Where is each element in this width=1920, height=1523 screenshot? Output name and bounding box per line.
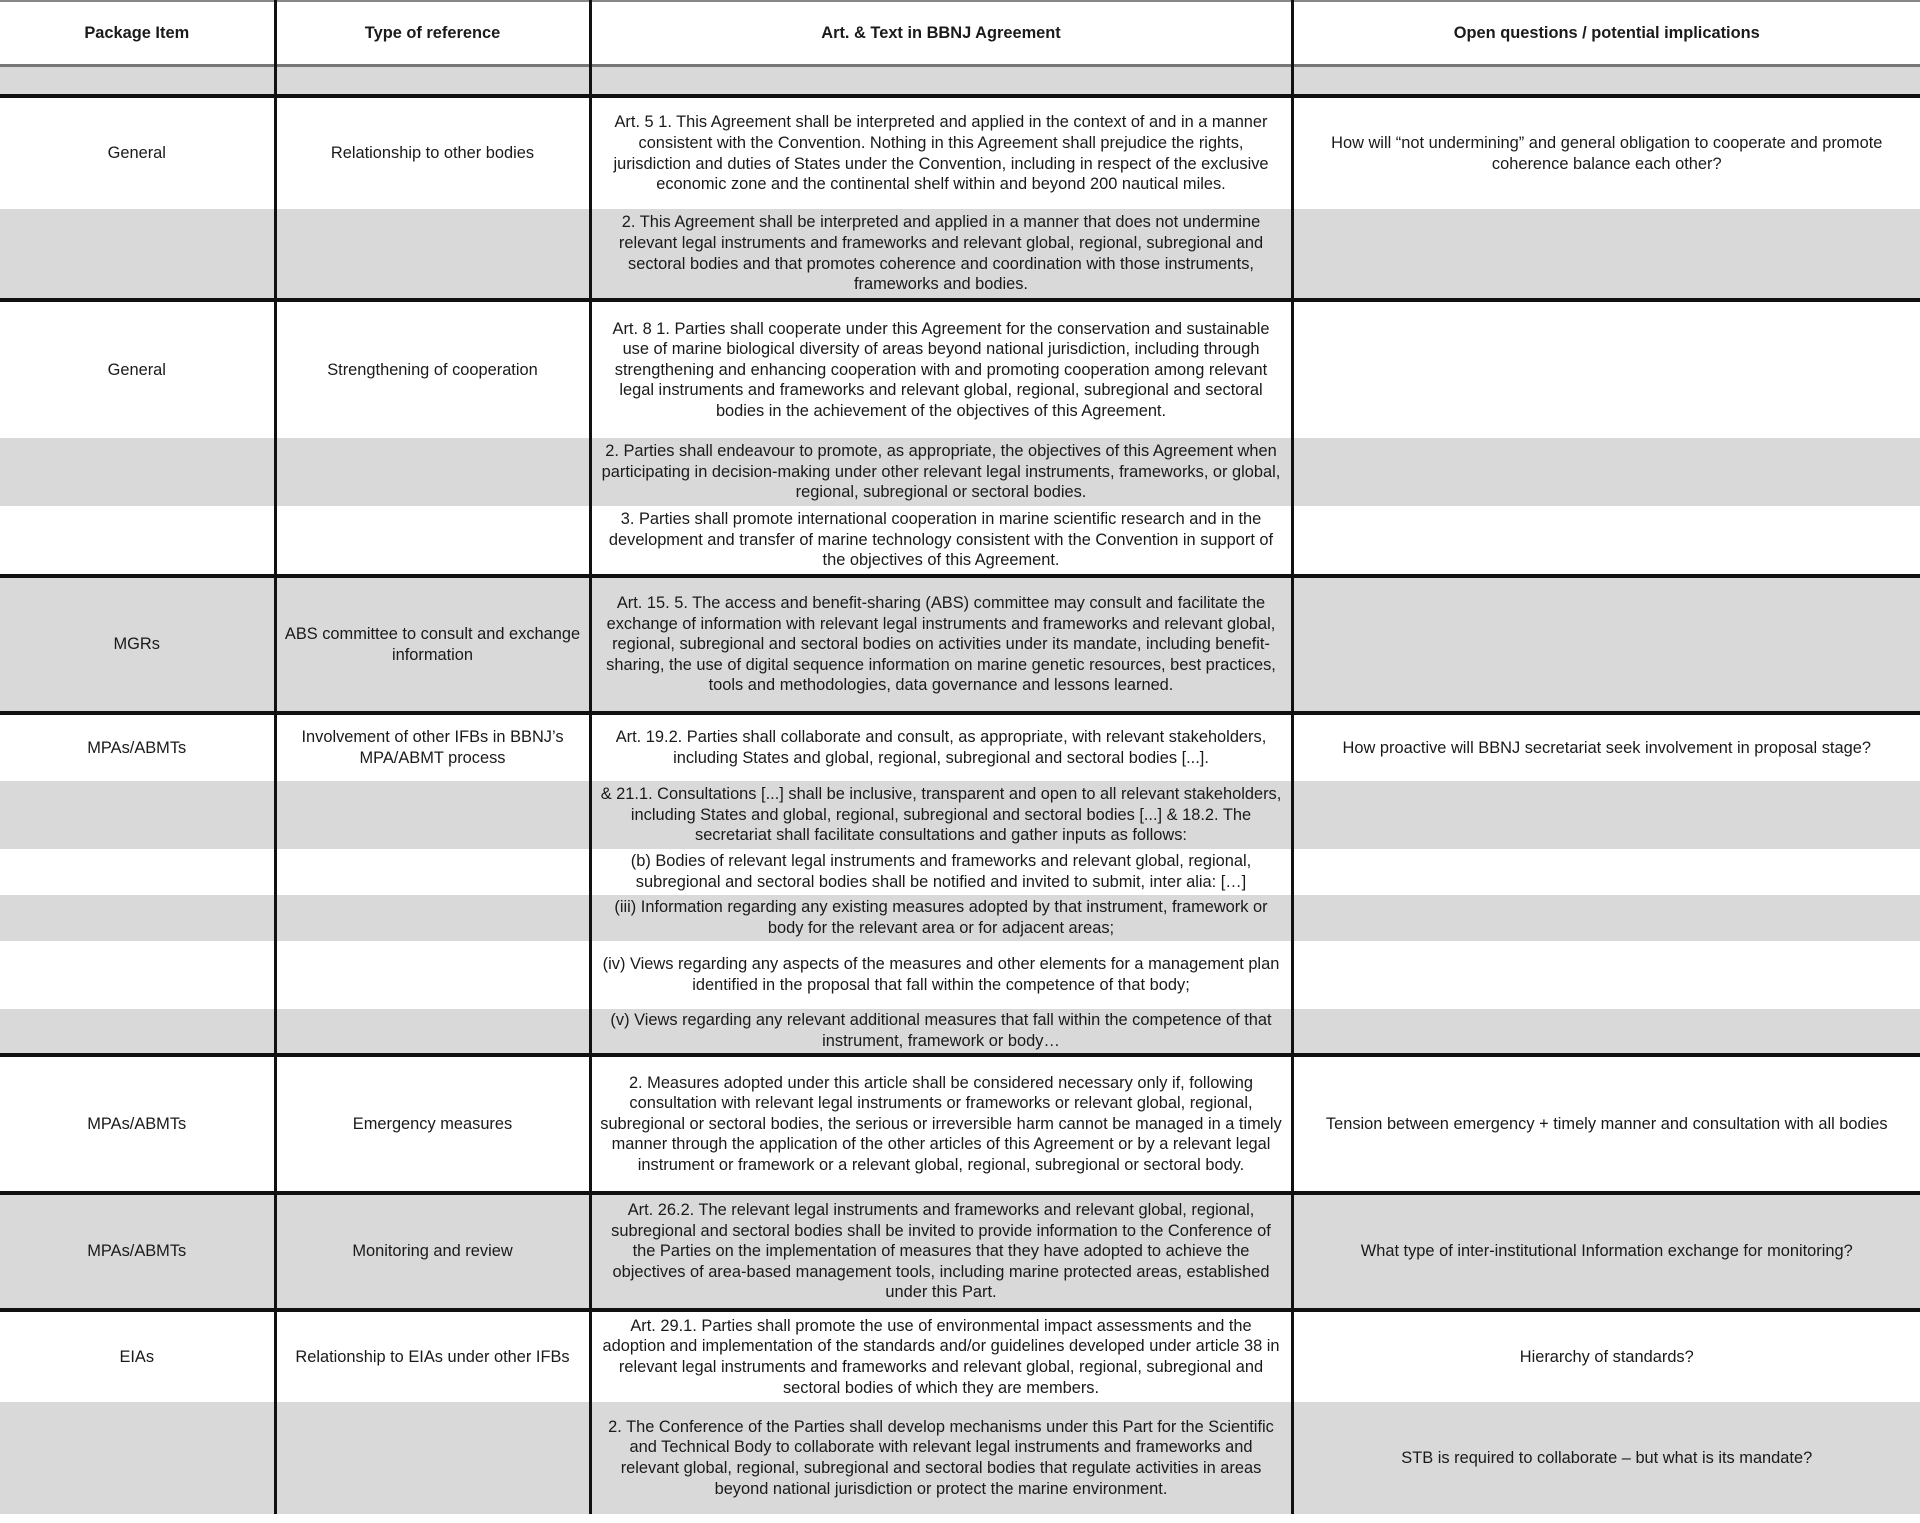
type-of-reference-cell: Relationship to EIAs under other IFBs [275, 1310, 590, 1402]
type-of-reference-cell [275, 941, 590, 1009]
article-text-cell: Art. 5 1. This Agreement shall be interpreted and applied in the context of and in a manner consistent with the Convention. Nothing in this Agreement shall prejudice the rights, jurisdiction and duties of States under the Convention, including in respect of the exclusive economic zone and the continental shelf within and beyond 200 nautical miles. [590, 96, 1292, 209]
package-item-cell [0, 941, 275, 1009]
package-item-cell: MPAs/ABMTs [0, 713, 275, 781]
article-text-cell: 2. The Conference of the Parties shall develop mechanisms under this Part for the Scientific and Technical Body to collaborate with relevant legal instruments and frameworks and relevant global, regional, subregional and sectoral bodies that regulate activities in areas beyond national jurisdiction or protect the marine environment. [590, 1402, 1292, 1514]
package-item-cell: General [0, 96, 275, 209]
article-text-cell: 2. Parties shall endeavour to promote, as appropriate, the objectives of this Agreement when participating in decision-making under other relevant legal instruments, frameworks, or global, regional, subregional or sectoral bodies. [590, 438, 1292, 506]
table-row [0, 438, 1920, 506]
spacer-cell [0, 66, 275, 97]
header-row [0, 1, 1920, 66]
article-text-cell: (v) Views regarding any relevant additional measures that fall within the competence of that instrument, framework or body… [590, 1009, 1292, 1055]
open-question-cell [1292, 941, 1920, 1009]
package-item-cell [0, 849, 275, 895]
spacer-cell [590, 66, 1292, 97]
article-text-cell: 3. Parties shall promote international cooperation in marine scientific research and in the development and transfer of marine technology consistent with the Convention in support of the objectives of this Agreement. [590, 506, 1292, 576]
open-question-cell: How will “not undermining” and general obligation to cooperate and promote coherence balance each other? [1292, 96, 1920, 209]
package-item-cell [0, 1009, 275, 1055]
type-of-reference-cell [275, 895, 590, 941]
table-row [0, 1310, 1920, 1402]
article-text-cell: 2. This Agreement shall be interpreted and applied in a manner that does not undermine relevant legal instruments and frameworks and relevant global, regional, subregional and sectoral bodies and that promotes coherence and coordination with those instruments, frameworks and bodies. [590, 209, 1292, 300]
spacer-row [0, 66, 1920, 97]
table-row [0, 506, 1920, 576]
type-of-reference-cell: Monitoring and review [275, 1193, 590, 1310]
open-question-cell [1292, 1009, 1920, 1055]
open-question-cell [1292, 506, 1920, 576]
table-row [0, 576, 1920, 713]
header-package-item: Package Item [0, 1, 275, 66]
article-text-cell: 2. Measures adopted under this article shall be considered necessary only if, following consultation with relevant legal instruments or frameworks or relevant global, regional, subregional or sectoral bodies, the serious or irreversible harm cannot be managed in a timely manner through the application of the other articles of this Agreement or by a relevant legal instrument or framework or a relevant global, regional, subregional or sectoral body. [590, 1055, 1292, 1193]
package-item-cell [0, 209, 275, 300]
table-row [0, 1193, 1920, 1310]
article-text-cell: & 21.1. Consultations [...] shall be inclusive, transparent and open to all relevant stakeholders, including States and global, regional, subregional and sectoral bodies [...] & 18.2. The secretariat shall facilitate consultations and gather inputs as follows: [590, 781, 1292, 849]
open-question-cell [1292, 849, 1920, 895]
package-item-cell [0, 895, 275, 941]
type-of-reference-cell [275, 1402, 590, 1514]
type-of-reference-cell [275, 209, 590, 300]
header-type-of-reference: Type of reference [275, 1, 590, 66]
article-text-cell: Art. 26.2. The relevant legal instruments and frameworks and relevant global, regional, subregional and sectoral bodies shall be invited to provide information to the Conference of the Parties on the implementation of measures that they have adopted to achieve the objectives of area-based management tools, including marine protected areas, established under this Part. [590, 1193, 1292, 1310]
open-question-cell [1292, 576, 1920, 713]
article-text-cell: (iv) Views regarding any aspects of the measures and other elements for a management plan identified in the proposal that fall within the competence of that body; [590, 941, 1292, 1009]
open-question-cell: What type of inter-institutional Information exchange for monitoring? [1292, 1193, 1920, 1310]
table-row [0, 781, 1920, 849]
table-row [0, 941, 1920, 1009]
table-row [0, 1402, 1920, 1514]
article-text-cell: Art. 19.2. Parties shall collaborate and consult, as appropriate, with relevant stakeholders, including States and global, regional, subregional and sectoral bodies [...]. [590, 713, 1292, 781]
table-row [0, 713, 1920, 781]
open-question-cell [1292, 300, 1920, 438]
package-item-cell [0, 1402, 275, 1514]
table-row [0, 209, 1920, 300]
type-of-reference-cell: Emergency measures [275, 1055, 590, 1193]
type-of-reference-cell: ABS committee to consult and exchange information [275, 576, 590, 713]
type-of-reference-cell [275, 849, 590, 895]
package-item-cell: General [0, 300, 275, 438]
article-text-cell: (iii) Information regarding any existing measures adopted by that instrument, framework or body for the relevant area or for adjacent areas; [590, 895, 1292, 941]
type-of-reference-cell [275, 506, 590, 576]
open-question-cell: Tension between emergency + timely manner and consultation with all bodies [1292, 1055, 1920, 1193]
header-open-questions: Open questions / potential implications [1292, 1, 1920, 66]
table-row [0, 1055, 1920, 1193]
package-item-cell: MPAs/ABMTs [0, 1055, 275, 1193]
package-item-cell [0, 781, 275, 849]
article-text-cell: Art. 8 1. Parties shall cooperate under this Agreement for the conservation and sustainable use of marine biological diversity of areas beyond national jurisdiction, including through strengthening and enhancing cooperation with and promoting cooperation among relevant legal instruments and frameworks and relevant global, regional, subregional and sectoral bodies in the achievement of the objectives of this Agreement. [590, 300, 1292, 438]
open-question-cell [1292, 895, 1920, 941]
spacer-cell [275, 66, 590, 97]
package-item-cell [0, 506, 275, 576]
open-question-cell [1292, 781, 1920, 849]
package-item-cell [0, 438, 275, 506]
open-question-cell: Hierarchy of standards? [1292, 1310, 1920, 1402]
open-question-cell: How proactive will BBNJ secretariat seek involvement in proposal stage? [1292, 713, 1920, 781]
type-of-reference-cell: Involvement of other IFBs in BBNJ’s MPA/ABMT process [275, 713, 590, 781]
package-item-cell: MPAs/ABMTs [0, 1193, 275, 1310]
table-row [0, 96, 1920, 209]
type-of-reference-cell: Strengthening of cooperation [275, 300, 590, 438]
spacer-cell [1292, 66, 1920, 97]
type-of-reference-cell [275, 438, 590, 506]
table-row [0, 1009, 1920, 1055]
open-question-cell [1292, 438, 1920, 506]
header-article-text: Art. & Text in BBNJ Agreement [590, 1, 1292, 66]
article-text-cell: Art. 29.1. Parties shall promote the use of environmental impact assessments and the adoption and implementation of the standards and/or guidelines developed under article 38 in relevant legal instruments and frameworks and relevant global, regional, subregional and sectoral bodies of which they are members. [590, 1310, 1292, 1402]
type-of-reference-cell: Relationship to other bodies [275, 96, 590, 209]
type-of-reference-cell [275, 781, 590, 849]
article-text-cell: (b) Bodies of relevant legal instruments and frameworks and relevant global, regional, subregional and sectoral bodies shall be notified and invited to submit, inter alia: […] [590, 849, 1292, 895]
type-of-reference-cell [275, 1009, 590, 1055]
open-question-cell: STB is required to collaborate – but what is its mandate? [1292, 1402, 1920, 1514]
open-question-cell [1292, 209, 1920, 300]
table-row [0, 300, 1920, 438]
table-row [0, 849, 1920, 895]
package-item-cell: EIAs [0, 1310, 275, 1402]
article-text-cell: Art. 15. 5. The access and benefit-sharing (ABS) committee may consult and facilitate the exchange of information with relevant legal instruments and frameworks and relevant global, regional, subregional and sectoral bodies on activities under its mandate, including benefit-sharing, the use of digital sequence information on marine genetic resources, best practices, tools and methodologies, data governance and lessons learned. [590, 576, 1292, 713]
table-row [0, 895, 1920, 941]
package-item-cell: MGRs [0, 576, 275, 713]
